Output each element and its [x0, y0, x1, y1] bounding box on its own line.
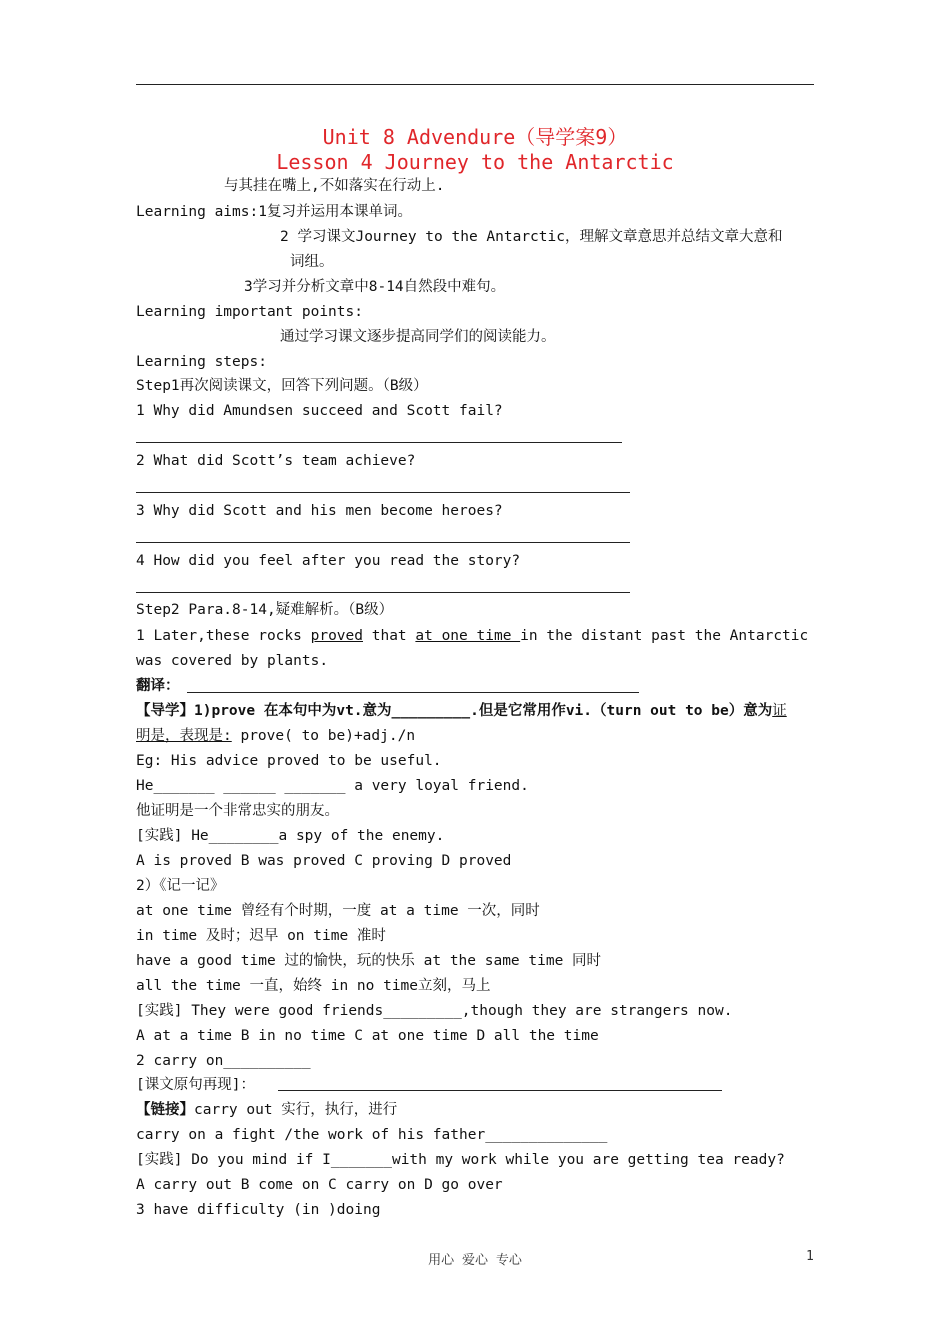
- word-proved: proved: [310, 628, 363, 644]
- aim-3: 3学习并分析文章中8-14自然段中难句。: [244, 279, 506, 295]
- question-1: 1 Why did Amundsen succeed and Scott fail?: [136, 403, 503, 419]
- example-fill: He_______ ______ _______ a very loyal friend.: [136, 778, 529, 794]
- phrase-row-3: have a good time 过的愉快，玩的快乐 at the same time 同时: [136, 953, 602, 969]
- guide-underline-1: 证: [772, 703, 787, 719]
- points-text: 通过学习课文逐步提高同学们的阅读能力。: [280, 329, 556, 345]
- sentence-1-part-c: in the distant past the Antarctic: [520, 628, 809, 644]
- question-2: 2 What did Scott’s team achieve?: [136, 453, 416, 469]
- example-chinese: 他证明是一个非常忠实的朋友。: [136, 803, 339, 819]
- page-number: 1: [806, 1249, 814, 1264]
- answer-line-1[interactable]: [136, 442, 622, 443]
- step1-label: Step1再次阅读课文，回答下列问题。（B级）: [136, 378, 428, 394]
- phrase-row-2: in time 及时；迟早 on time 准时: [136, 928, 386, 944]
- answer-line-3[interactable]: [136, 542, 630, 543]
- motto: 与其挂在嘴上,不如落实在行动上.: [224, 178, 445, 194]
- link-line: [136, 1100, 397, 1120]
- practice-2: [实践] They were good friends_________,though they are strangers now.: [136, 1003, 733, 1019]
- example: Eg: His advice proved to be useful.: [136, 753, 442, 769]
- unit-title: Unit 8 Advendure（导学案9）: [322, 125, 628, 149]
- points-label: Learning important points:: [136, 304, 363, 320]
- guide-line: [136, 701, 787, 721]
- link-line-2: carry on a fight /the work of his father______________: [136, 1127, 608, 1143]
- sentence-1-cont: was covered by plants.: [136, 653, 329, 669]
- sentence-1: [136, 626, 808, 646]
- practice-3: [实践] Do you mind if I_______with my work while you are getting tea ready?: [136, 1152, 785, 1168]
- guide-underline-2: 明是，表现是:: [136, 728, 232, 744]
- top-rule: [136, 84, 814, 85]
- recall-line[interactable]: [278, 1090, 722, 1091]
- answer-line-2[interactable]: [136, 492, 630, 493]
- sentence-1-part-a: 1 Later,these rocks: [136, 628, 311, 644]
- sentence-1-part-b: that: [363, 628, 416, 644]
- guide-pattern: prove( to be)+adj./n: [231, 728, 416, 744]
- phrase-row-4: all the time 一直，始终 in no time立刻，马上: [136, 978, 491, 994]
- practice-3-options: A carry out B come on C carry on D go over: [136, 1177, 503, 1193]
- item-3: 3 have difficulty (in )doing: [136, 1202, 381, 1218]
- steps-label: Learning steps:: [136, 354, 267, 370]
- question-3: 3 Why did Scott and his men become heroes?: [136, 503, 503, 519]
- guide-line-2: [136, 726, 415, 746]
- guide-text: 【导学】1)prove 在本句中为vt.意为_________.但是它常用作vi.（turn out to be）意为: [136, 703, 773, 719]
- practice-1: [实践] He________a spy of the enemy.: [136, 828, 445, 844]
- lesson-title: Lesson 4 Journey to the Antarctic: [276, 150, 674, 174]
- aim-2-cont: 词组。: [290, 254, 334, 270]
- aim-2: 2 学习课文Journey to the Antarctic，理解文章意思并总结文章大意和: [280, 229, 783, 245]
- phrase-at-one-time: at one time: [415, 628, 521, 644]
- phrase-row-1: at one time 曾经有个时期，一度 at a time 一次，同时: [136, 903, 540, 919]
- carry-on-item: 2 carry on__________: [136, 1053, 311, 1069]
- aims-label: Learning aims:1复习并运用本课单词。: [136, 204, 412, 220]
- practice-2-options: A at a time B in no time C at one time D all the time: [136, 1028, 599, 1044]
- practice-1-options: A is proved B was proved C proving D proved: [136, 853, 512, 869]
- question-4: 4 How did you feel after you read the story?: [136, 553, 521, 569]
- step2-label: Step2 Para.8-14,疑难解析。（B级）: [136, 602, 394, 618]
- translate-label: 翻译：: [136, 678, 180, 694]
- translate-line[interactable]: [187, 692, 639, 693]
- footer-text: 用心 爱心 专心: [428, 1253, 522, 1268]
- recall-label: [课文原句再现]：: [136, 1077, 255, 1093]
- link-text: carry out 实行，执行，进行: [194, 1102, 398, 1118]
- answer-line-4[interactable]: [136, 592, 630, 593]
- link-label: 【链接】: [136, 1102, 194, 1118]
- remember-heading: 2）《记一记》: [136, 878, 225, 894]
